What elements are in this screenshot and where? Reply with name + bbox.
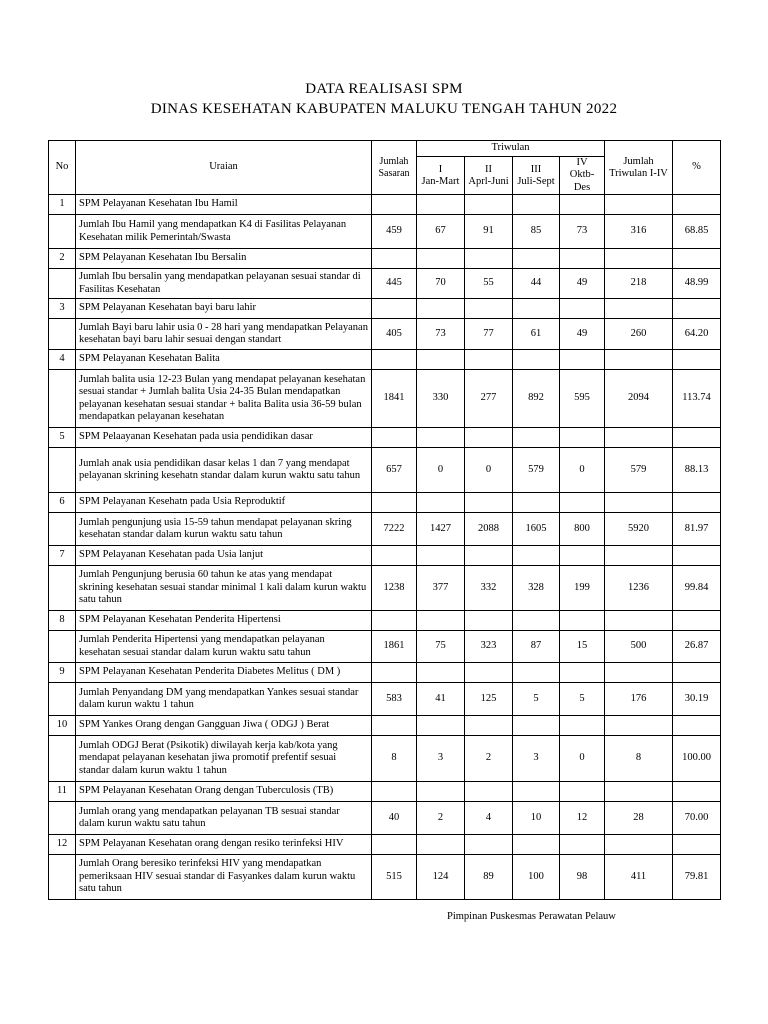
q1-value: 73 xyxy=(417,319,465,350)
q4-value: 595 xyxy=(560,370,605,428)
q2-value: 0 xyxy=(465,448,513,493)
table-row xyxy=(49,736,721,782)
q4-value: 199 xyxy=(560,566,605,611)
percent-value: 113.74 xyxy=(673,370,721,428)
row-number: 8 xyxy=(49,611,76,631)
table-row xyxy=(49,448,721,493)
table-row xyxy=(49,631,721,663)
q1-value: 1427 xyxy=(417,513,465,546)
category-label: SPM Pelayanan Kesehatn pada Usia Reproduktif xyxy=(76,493,372,513)
total-value: 260 xyxy=(605,319,673,350)
category-row xyxy=(49,835,721,855)
q1-value: 330 xyxy=(417,370,465,428)
sasaran-value: 515 xyxy=(372,855,417,900)
sasaran-value: 1238 xyxy=(372,566,417,611)
sasaran-value: 405 xyxy=(372,319,417,350)
indicator-description: Jumlah Ibu Hamil yang mendapatkan K4 di Fasilitas Pelayanan Kesehatan milik Pemerintah/Swasta xyxy=(76,215,372,249)
q4-value: 73 xyxy=(560,215,605,249)
row-number: 4 xyxy=(49,350,76,370)
table-row xyxy=(49,319,721,350)
percent-value: 81.97 xyxy=(673,513,721,546)
total-value: 316 xyxy=(605,215,673,249)
category-label: SPM Yankes Orang dengan Gangguan Jiwa ( ODGJ ) Berat xyxy=(76,716,372,736)
q1-value: 124 xyxy=(417,855,465,900)
percent-value: 48.99 xyxy=(673,269,721,299)
total-value: 5920 xyxy=(605,513,673,546)
q3-value: 61 xyxy=(513,319,560,350)
category-row xyxy=(49,546,721,566)
sasaran-value: 583 xyxy=(372,683,417,716)
category-label: SPM Pelayanan Kesehatan orang dengan resiko terinfeksi HIV xyxy=(76,835,372,855)
header-q1-months: Jan-Mart xyxy=(421,175,460,187)
table-row xyxy=(49,855,721,900)
q3-value: 100 xyxy=(513,855,560,900)
sasaran-value: 657 xyxy=(372,448,417,493)
q3-value: 579 xyxy=(513,448,560,493)
q2-value: 332 xyxy=(465,566,513,611)
header-q3-roman: III xyxy=(530,163,542,175)
q2-value: 89 xyxy=(465,855,513,900)
total-value: 1236 xyxy=(605,566,673,611)
q1-value: 70 xyxy=(417,269,465,299)
q1-value: 3 xyxy=(417,736,465,782)
q3-value: 87 xyxy=(513,631,560,663)
table-row xyxy=(49,215,721,249)
percent-value: 79.81 xyxy=(673,855,721,900)
q3-value: 5 xyxy=(513,683,560,716)
q4-value: 800 xyxy=(560,513,605,546)
row-number: 2 xyxy=(49,249,76,269)
q4-value: 49 xyxy=(560,269,605,299)
category-label: SPM Pelayanan Kesehatan Orang dengan Tuberculosis (TB) xyxy=(76,782,372,802)
header-q4 xyxy=(560,157,605,195)
header-q2-roman: II xyxy=(485,163,492,175)
q2-value: 323 xyxy=(465,631,513,663)
table-row xyxy=(49,566,721,611)
category-label: SPM Pelaayanan Kesehatan pada usia pendidikan dasar xyxy=(76,428,372,448)
category-row xyxy=(49,195,721,215)
sasaran-value: 1841 xyxy=(372,370,417,428)
row-number: 6 xyxy=(49,493,76,513)
spm-table-body xyxy=(49,195,721,900)
header-q2-months: Aprl-Juni xyxy=(468,175,509,187)
category-row xyxy=(49,716,721,736)
header-percent: % xyxy=(673,141,721,195)
q2-value: 77 xyxy=(465,319,513,350)
header-q2 xyxy=(465,157,513,195)
signature-caption: Pimpinan Puskesmas Perawatan Pelauw xyxy=(447,911,616,922)
category-label: SPM Pelayanan Kesehatan pada Usia lanjut xyxy=(76,546,372,566)
q2-value: 4 xyxy=(465,802,513,835)
q1-value: 75 xyxy=(417,631,465,663)
category-row xyxy=(49,663,721,683)
q4-value: 49 xyxy=(560,319,605,350)
category-label: SPM Pelayanan Kesehatan Balita xyxy=(76,350,372,370)
indicator-description: Jumlah orang yang mendapatkan pelayanan TB sesuai standar dalam kurun waktu satu tahun xyxy=(76,802,372,835)
q4-value: 12 xyxy=(560,802,605,835)
q1-value: 2 xyxy=(417,802,465,835)
percent-value: 68.85 xyxy=(673,215,721,249)
total-value: 2094 xyxy=(605,370,673,428)
row-number: 1 xyxy=(49,195,76,215)
sasaran-value: 40 xyxy=(372,802,417,835)
indicator-description: Jumlah balita usia 12-23 Bulan yang mendapat pelayanan kesehatan sesuai standar + Jumlah balita Usia 24-35 Bulan mendapatkan pelayanan kesehatan sesuai standar + balita Balita usia 36-59 bulan mendapatkan pelayanan kesehatan xyxy=(76,370,372,428)
q4-value: 98 xyxy=(560,855,605,900)
q3-value: 892 xyxy=(513,370,560,428)
header-q1 xyxy=(417,157,465,195)
indicator-description: Jumlah ODGJ Berat (Psikotik) diwilayah kerja kab/kota yang mendapat pelayanan kesehatan jiwa promotif prefentif sesuai standar dalam kurun waktu 1 tahun xyxy=(76,736,372,782)
table-row xyxy=(49,683,721,716)
row-number: 5 xyxy=(49,428,76,448)
category-row xyxy=(49,611,721,631)
q1-value: 377 xyxy=(417,566,465,611)
row-number: 7 xyxy=(49,546,76,566)
category-label: SPM Pelayanan Kesehatan Penderita Hipertensi xyxy=(76,611,372,631)
header-triwulan: Triwulan xyxy=(417,141,605,157)
category-row xyxy=(49,782,721,802)
indicator-description: Jumlah pengunjung usia 15-59 tahun mendapat pelayanan skring kesehatan standar dalam kurun waktu satu tahun xyxy=(76,513,372,546)
row-number: 3 xyxy=(49,299,76,319)
q3-value: 44 xyxy=(513,269,560,299)
total-value: 579 xyxy=(605,448,673,493)
q1-value: 67 xyxy=(417,215,465,249)
total-value: 176 xyxy=(605,683,673,716)
q2-value: 277 xyxy=(465,370,513,428)
percent-value: 30.19 xyxy=(673,683,721,716)
indicator-description: Jumlah Pengunjung berusia 60 tahun ke atas yang mendapat skrining kesehatan sesuai standar minimal 1 kali dalam kurun waktu satu tahun xyxy=(76,566,372,611)
indicator-description: Jumlah Ibu bersalin yang mendapatkan pelayanan sesuai standar di Fasilitas Kesehatan xyxy=(76,269,372,299)
category-row xyxy=(49,350,721,370)
header-q4-months: Oktb-Des xyxy=(569,169,595,193)
table-row xyxy=(49,802,721,835)
percent-value: 100.00 xyxy=(673,736,721,782)
total-value: 8 xyxy=(605,736,673,782)
row-number: 12 xyxy=(49,835,76,855)
total-value: 218 xyxy=(605,269,673,299)
category-label: SPM Pelayanan Kesehatan Penderita Diabetes Melitus ( DM ) xyxy=(76,663,372,683)
percent-value: 26.87 xyxy=(673,631,721,663)
total-value: 500 xyxy=(605,631,673,663)
q2-value: 2088 xyxy=(465,513,513,546)
table-row xyxy=(49,513,721,546)
sasaran-value: 459 xyxy=(372,215,417,249)
category-row xyxy=(49,299,721,319)
q2-value: 125 xyxy=(465,683,513,716)
category-label: SPM Pelayanan Kesehatan Ibu Hamil xyxy=(76,195,372,215)
indicator-description: Jumlah Penderita Hipertensi yang mendapatkan pelayanan kesehatan sesuai standar dalam kurun waktu satu tahun xyxy=(76,631,372,663)
header-q4-roman: IV xyxy=(576,157,588,168)
row-number: 10 xyxy=(49,716,76,736)
header-q1-roman: I xyxy=(438,163,443,175)
q4-value: 0 xyxy=(560,736,605,782)
q3-value: 10 xyxy=(513,802,560,835)
table-row xyxy=(49,269,721,299)
indicator-description: Jumlah Orang beresiko terinfeksi HIV yang mendapatkan pemeriksaan HIV sesuai standar di Fasyankes dalam kurun waktu satu tahun xyxy=(76,855,372,900)
percent-value: 99.84 xyxy=(673,566,721,611)
sasaran-value: 7222 xyxy=(372,513,417,546)
header-q3-months: Juli-Sept xyxy=(517,175,555,187)
q1-value: 0 xyxy=(417,448,465,493)
category-row xyxy=(49,249,721,269)
q4-value: 0 xyxy=(560,448,605,493)
indicator-description: Jumlah Bayi baru lahir usia 0 - 28 hari yang mendapatkan Pelayanan kesehatan bayi baru lahir sesuai dengan standart xyxy=(76,319,372,350)
row-number: 11 xyxy=(49,782,76,802)
q3-value: 1605 xyxy=(513,513,560,546)
category-label: SPM Pelayanan Kesehatan Ibu Bersalin xyxy=(76,249,372,269)
category-row xyxy=(49,428,721,448)
header-q3 xyxy=(513,157,560,195)
indicator-description: Jumlah anak usia pendidikan dasar kelas 1 dan 7 yang mendapat pelayanan skrining kesehatn standar dalam kurun waktu satu tahun xyxy=(76,448,372,493)
category-label: SPM Pelayanan Kesehatan bayi baru lahir xyxy=(76,299,372,319)
sasaran-value: 1861 xyxy=(372,631,417,663)
q2-value: 2 xyxy=(465,736,513,782)
percent-value: 70.00 xyxy=(673,802,721,835)
percent-value: 64.20 xyxy=(673,319,721,350)
header-total: Jumlah Triwulan I-IV xyxy=(605,141,673,195)
total-value: 28 xyxy=(605,802,673,835)
sasaran-value: 445 xyxy=(372,269,417,299)
document-title: DATA REALISASI SPM xyxy=(305,81,463,97)
q2-value: 55 xyxy=(465,269,513,299)
indicator-description: Jumlah Penyandang DM yang mendapatkan Yankes sesuai standar dalam kurun waktu 1 tahun xyxy=(76,683,372,716)
q3-value: 3 xyxy=(513,736,560,782)
category-row xyxy=(49,493,721,513)
spm-table xyxy=(48,140,721,900)
q4-value: 5 xyxy=(560,683,605,716)
header-no: No xyxy=(49,141,76,195)
q1-value: 41 xyxy=(417,683,465,716)
header-uraian: Uraian xyxy=(76,141,372,195)
row-number: 9 xyxy=(49,663,76,683)
q4-value: 15 xyxy=(560,631,605,663)
total-value: 411 xyxy=(605,855,673,900)
sasaran-value: 8 xyxy=(372,736,417,782)
q2-value: 91 xyxy=(465,215,513,249)
table-row xyxy=(49,370,721,428)
header-sasaran: Jumlah Sasaran xyxy=(372,141,417,195)
q3-value: 85 xyxy=(513,215,560,249)
document-subtitle: DINAS KESEHATAN KABUPATEN MALUKU TENGAH TAHUN 2022 xyxy=(150,101,618,117)
percent-value: 88.13 xyxy=(673,448,721,493)
q3-value: 328 xyxy=(513,566,560,611)
